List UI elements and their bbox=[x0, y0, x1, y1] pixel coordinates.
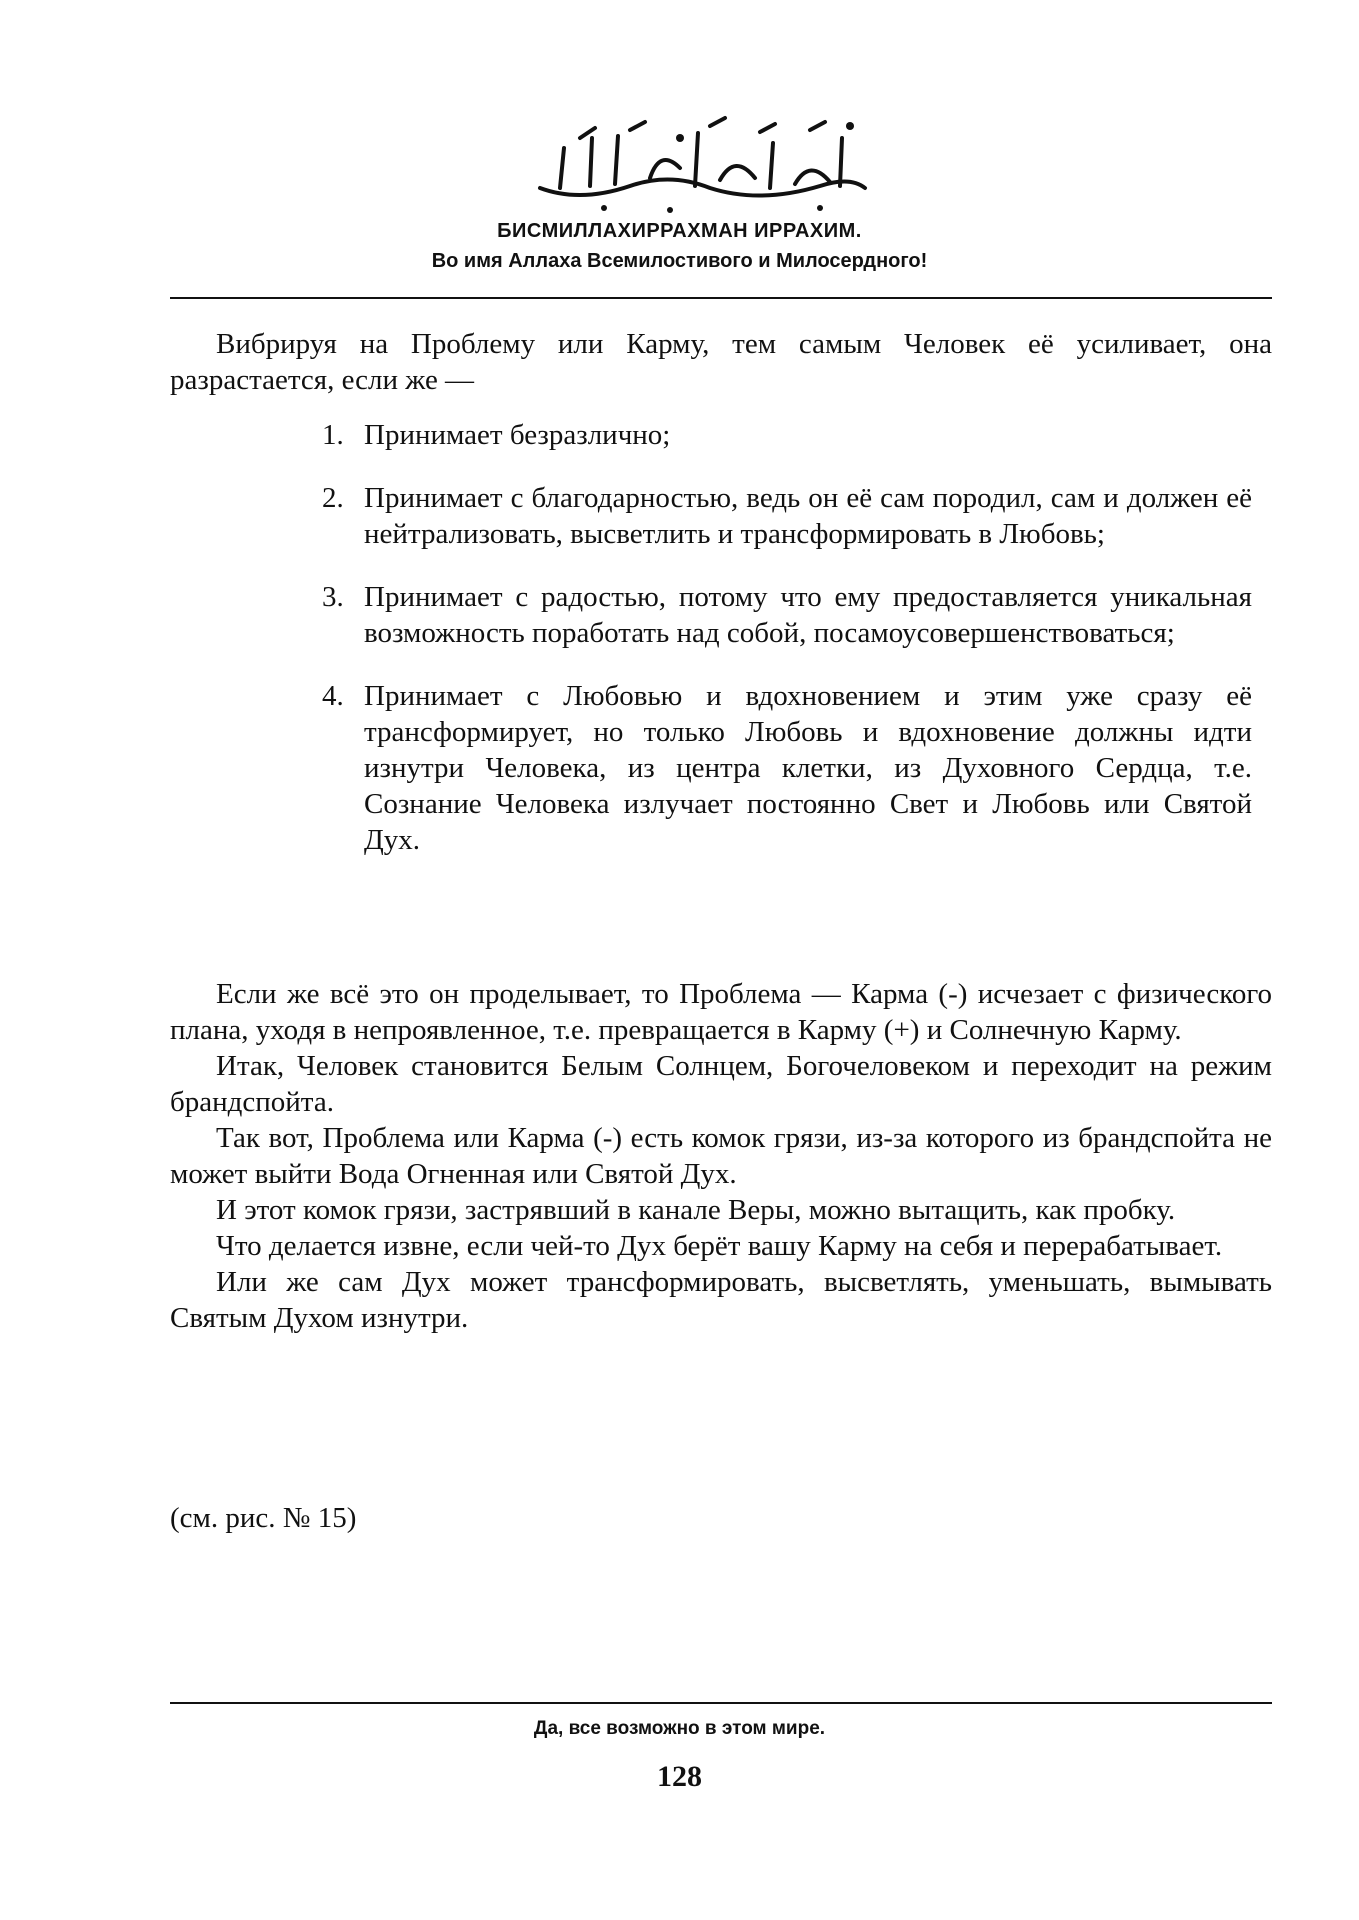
list-item bbox=[322, 480, 1252, 552]
body-paragraph: Итак, Человек становится Белым Солнцем, Богочеловеком и переходит на режим брандспойта. bbox=[170, 1050, 1272, 1118]
list-item-number: 2. bbox=[322, 482, 344, 514]
numbered-list bbox=[322, 417, 1252, 885]
basmala-calligraphy bbox=[520, 108, 880, 218]
body-paragraph: Так вот, Проблема или Карма (-) есть комок грязи, из-за которого из брандспойта не может выйти Вода Огненная или Святой Дух. bbox=[170, 1122, 1272, 1190]
figure-reference: (см. рис. № 15) bbox=[170, 1502, 357, 1534]
list-item-text: Принимает с Любовью и вдохновением и этим уже сразу её трансформирует, но только Любовь и вдохновение должны идти изнутри Человека, из центра клетки, из Духовного Сердца, т.е. Сознание Человека излучает постоянно Свет и Любовь или Святой Дух. bbox=[364, 680, 1252, 856]
footer-motto: Да, все возможно в этом мире. bbox=[533, 1718, 826, 1739]
footer-divider bbox=[170, 1702, 1272, 1704]
list-item-text: Принимает безразлично; bbox=[364, 419, 671, 451]
list-item bbox=[322, 579, 1252, 651]
list-item-text: Принимает с благодарностью, ведь он её сам породил, сам и должен её нейтрализовать, высветлить и трансформировать в Любовь; bbox=[364, 482, 1252, 550]
list-item bbox=[322, 678, 1252, 858]
page-number: 128 bbox=[657, 1760, 702, 1793]
header-title: БИСМИЛЛАХИРРАХМАН ИРРАХИМ. bbox=[497, 220, 862, 242]
list-item-text: Принимает с радостью, потому что ему предоставляется уникальная возможность поработать над собой, посамоусовершенствоваться; bbox=[364, 581, 1252, 649]
body-paragraph: Если же всё это он проделывает, то Проблема — Карма (-) исчезает с физического плана, уходя в непроявленное, т.е. превращается в Карму (+) и Солнечную Карму. bbox=[170, 978, 1272, 1046]
list-item bbox=[322, 417, 1252, 453]
body-paragraph: Или же сам Дух может трансформировать, высветлять, уменьшать, вымывать Святым Духом изнутри. bbox=[170, 1266, 1272, 1334]
list-item-number: 3. bbox=[322, 581, 344, 613]
body-paragraph: И этот комок грязи, застрявший в канале Веры, можно вытащить, как пробку. bbox=[216, 1194, 1176, 1226]
intro-paragraph: Вибрируя на Проблему или Карму, тем самым Человек её усиливает, она разрастается, если же — bbox=[170, 328, 1272, 396]
body-paragraphs bbox=[170, 976, 1272, 1336]
header-divider bbox=[170, 297, 1272, 299]
body-paragraph: Что делается извне, если чей-то Дух берёт вашу Карму на себя и перерабатывает. bbox=[216, 1230, 1223, 1262]
list-item-number: 4. bbox=[322, 680, 344, 712]
list-item-number: 1. bbox=[322, 419, 344, 451]
header-subtitle: Во имя Аллаха Всемилостивого и Милосердного! bbox=[431, 250, 928, 272]
